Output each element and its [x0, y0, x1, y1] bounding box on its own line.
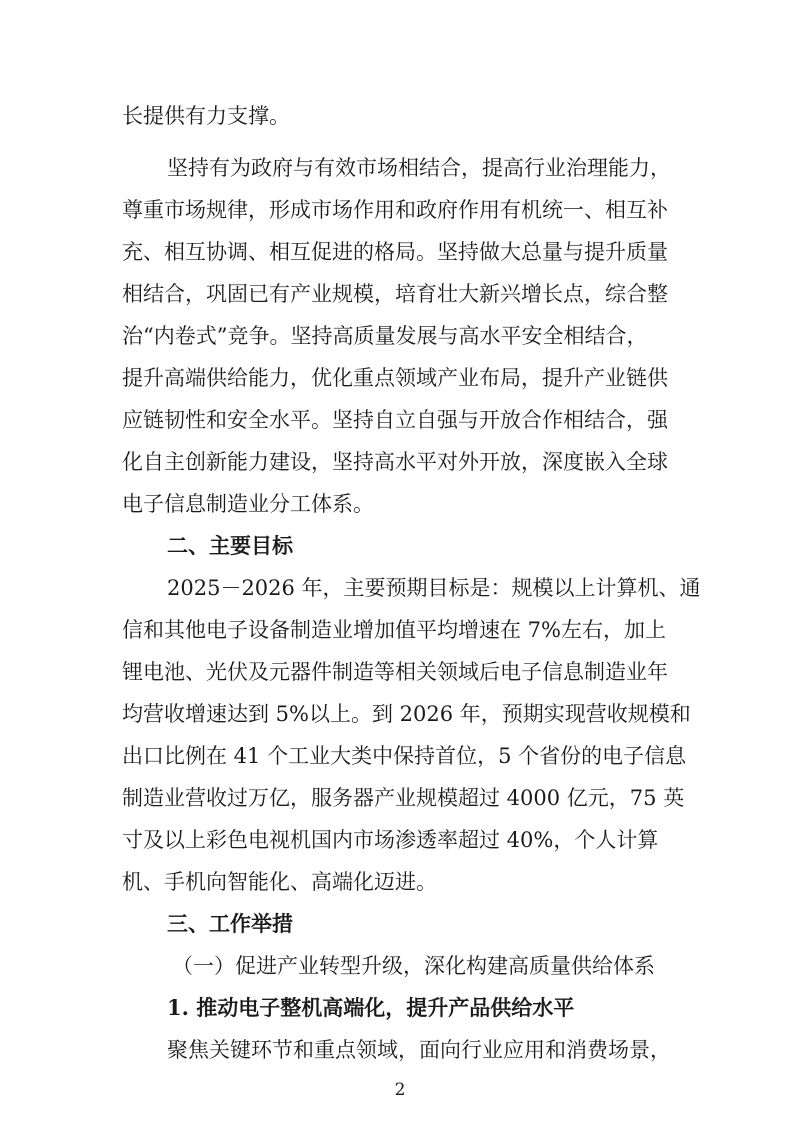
paragraph-line: 出口比例在 41 个工业大类中保持首位，5 个省份的电子信息	[122, 744, 687, 768]
paragraph-line: 寸及以上彩色电视机国内市场渗透率超过 40%，个人计算	[122, 828, 659, 852]
paragraph-line: 锂电池、光伏及元器件制造等相关领域后电子信息制造业年	[122, 660, 668, 684]
paragraph-line: 治“内卷式”竞争。坚持高质量发展与高水平安全相结合，	[122, 324, 648, 348]
paragraph-line: 提升高端供给能力，优化重点领域产业布局，提升产业链供	[122, 366, 668, 390]
section-heading: 二、主要目标	[167, 534, 293, 558]
paragraph-line: 坚持有为政府与有效市场相结合，提高行业治理能力，	[167, 156, 671, 180]
paragraph-line: 化自主创新能力建设，坚持高水平对外开放，深度嵌入全球	[122, 450, 668, 474]
paragraph-line: 制造业营收过万亿，服务器产业规模超过 4000 亿元，75 英	[122, 786, 685, 810]
paragraph-line: 2025－2026 年，主要预期目标是：规模以上计算机、通	[167, 576, 701, 600]
paragraph-line: 电子信息制造业分工体系。	[122, 492, 374, 516]
paragraph-line: 应链韧性和安全水平。坚持自立自强与开放合作相结合，强	[122, 408, 668, 432]
paragraph-line: 信和其他电子设备制造业增加值平均增速在 7%左右，加上	[122, 618, 666, 642]
paragraph-line: 均营收增速达到 5%以上。到 2026 年，预期实现营收规模和	[122, 702, 691, 726]
paragraph-line: 长提供有力支撑。	[122, 104, 290, 128]
paragraph-line: 聚焦关键环节和重点领域，面向行业应用和消费场景，	[167, 1038, 671, 1062]
page-number: 2	[394, 1080, 406, 1100]
section-heading: 三、工作举措	[167, 912, 293, 936]
item-heading: 1. 推动电子整机高端化，提升产品供给水平	[167, 995, 575, 1020]
paragraph-line: 充、相互协调、相互促进的格局。坚持做大总量与提升质量	[122, 240, 668, 264]
paragraph-line: 尊重市场规律，形成市场作用和政府作用有机统一、相互补	[122, 198, 668, 222]
subsection-heading: （一）促进产业转型升级，深化构建高质量供给体系	[172, 954, 655, 978]
paragraph-line: 相结合，巩固已有产业规模，培育壮大新兴增长点，综合整	[122, 282, 668, 306]
paragraph-line: 机、手机向智能化、高端化迈进。	[122, 870, 437, 894]
